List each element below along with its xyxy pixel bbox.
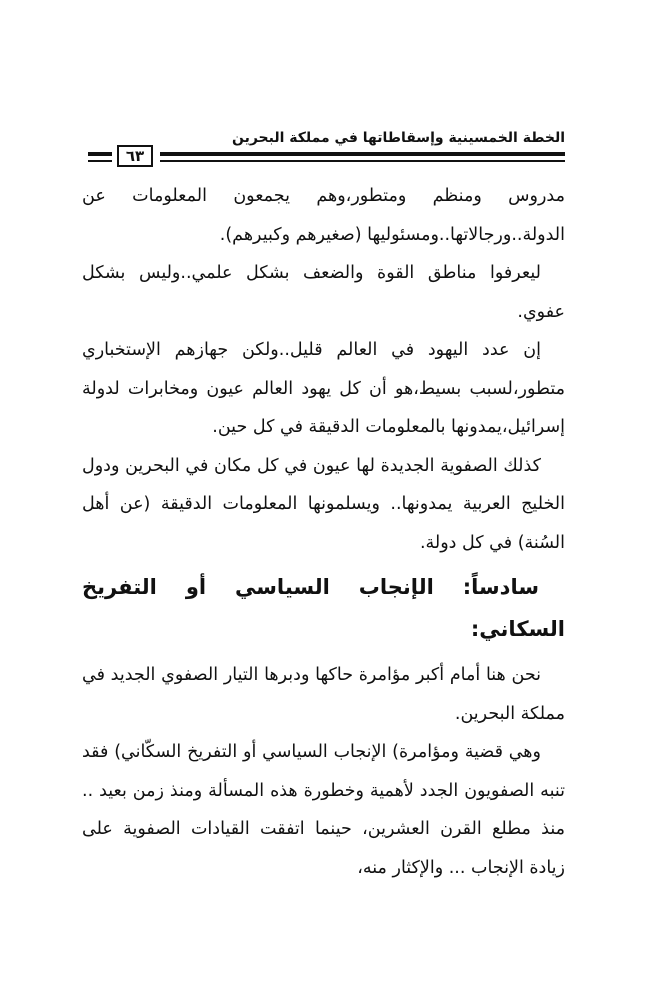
paragraph-3: إن عدد اليهود في العالم قليل..ولكن جهازهم الإستخباري متطور،لسبب بسيط،هو أن كل يهود العالم عيون ومخابرات لدولة إسرائيل،يمدونها بالمعلومات الدقيقة في كل حين.: [82, 340, 565, 437]
header-rule-left-thin: [88, 160, 112, 162]
paragraph-6: وهي قضية ومؤامرة) الإنجاب السياسي أو التفريخ السكّاني) فقد تنبه الصفويون الجدد لأهمية وخطورة هذه المسألة ومنذ زمن بعيد .. منذ مطلع القرن العشرين، حينما اتفقت القيادات الصفوية على زيادة الإنجاب ... والإكثار منه،: [82, 742, 565, 878]
header-rule-thin: [160, 160, 565, 162]
section-heading: سادساً: الإنجاب السياسي أو التفريخ السكاني:: [82, 575, 565, 641]
paragraph-4: كذلك الصفوية الجديدة لها عيون في كل مكان في البحرين ودول الخليج العربية يمدونها.. ويسلمونها المعلومات الدقيقة (عن أهل السُنة) في كل دولة.: [82, 455, 565, 553]
paragraph-5: نحن هنا أمام أكبر مؤامرة حاكها ودبرها التيار الصفوي الجديد في مملكة البحرين.: [82, 665, 565, 724]
running-header-title: الخطة الخمسينية وإسقاطاتها في مملكة البحرين: [231, 130, 565, 146]
header-rule-left-thick: [88, 152, 112, 156]
paragraph-2: ليعرفوا مناطق القوة والضعف بشكل علمي..وليس بشكل عفوي.: [82, 263, 565, 322]
paragraph-1: مدروس ومنظم ومتطور،وهم يجمعون المعلومات عن الدولة..ورجالاتها..ومسئوليها (صغيرهم وكبيرهم).: [82, 186, 565, 245]
body-text: [82, 177, 565, 887]
header-rule-thick: [160, 152, 565, 156]
page-number: ٦٣: [117, 145, 153, 167]
